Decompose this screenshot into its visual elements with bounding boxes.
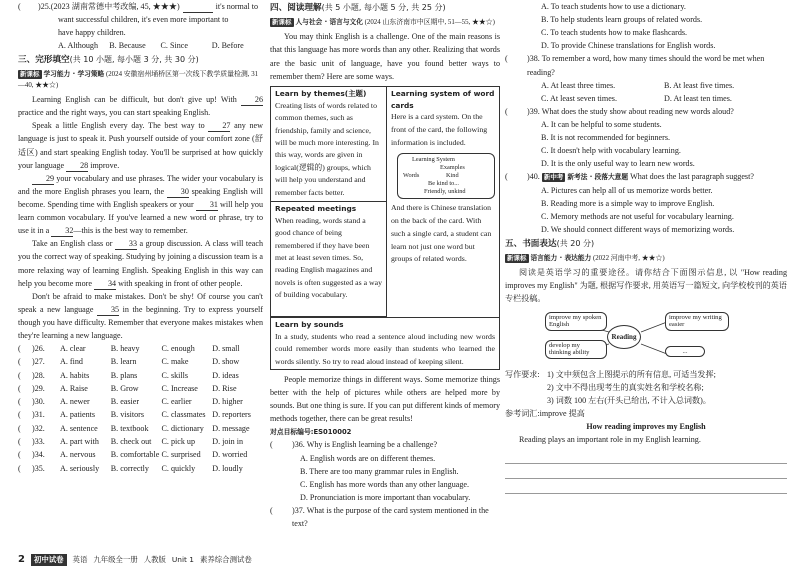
option[interactable]: B. correctly: [110, 463, 149, 473]
reading-source: 新课标 人与社会 · 语言与文化 (2024 山东济南市中区期中, 51—55, ★★☆): [272, 17, 495, 26]
option[interactable]: C. earlier: [161, 397, 192, 407]
option[interactable]: D. small: [212, 344, 240, 354]
box-word-cards: Learning system of word cards Here is a card system. On the front of the card, the following information is included. Learning System Examples Words Kind Be kind to... Friendly, unkind And there is Chinese translation on the back of the card. With such a single card, a student can learn not just one word but groups of related words.: [391, 88, 495, 264]
essay-title: How reading improves my English: [586, 422, 706, 432]
box-learn-by-sounds: Learn by sounds In a study, students who read a sentence aloud including new words could remember words more easily than students who learned the words silently. So try to read aloud instead of keeping silent.: [270, 318, 500, 370]
option[interactable]: B. learn: [110, 357, 137, 367]
question-25: ( )25.(2023 湖南常德中考改编, 45, ★★★) it's normal to want successful children, it's even more important to have happy children. A. Although B. Because C. Since D. Before: [18, 0, 263, 52]
option[interactable]: C. skills: [161, 370, 189, 380]
answer-bracket[interactable]: (: [18, 410, 21, 420]
option[interactable]: A. newer: [60, 397, 90, 407]
option[interactable]: B. comfortable: [110, 450, 160, 460]
option[interactable]: B. check out: [110, 437, 152, 447]
answer-blank[interactable]: [183, 0, 213, 13]
mind-node-spoken: improve my spoken English: [545, 312, 607, 332]
cloze-question-row: ( )28. A. habits B. plans C. skills D. ideas: [18, 369, 263, 382]
reading-outro: People memorize things in different ways. Some memorize things better with the help of pictures while others are helped more by sounds. But one thing is sure. If you can put different kinds of memory methods together, there can be great results!: [270, 374, 500, 424]
blank-35[interactable]: 35: [97, 306, 119, 316]
page-footer: 2 初中试卷 英语 九年级全一册 人教版 Unit 1 素养综合测试卷: [18, 553, 252, 565]
option[interactable]: A. clear: [60, 344, 86, 354]
reading-intro: You may think English is a challenge. One of the main reasons is that this language has more words than any other. Realizing that words are the basic unit of language, have you found better ways to remember them? Here are some ways.: [270, 32, 500, 81]
blank-31[interactable]: 31: [196, 201, 218, 211]
cloze-paragraph-1: Learning English can be difficult, but don't give up! With 26 practice and the right ways, you can start speaking English.: [18, 95, 263, 118]
cloze-paragraph-4: Take an English class or 33 a group discussion. A class will teach you the correct way of speaking. Studying by joining a discussion team is a more relaxing way of learning English. Speaking English in this way can help you become more 34 with speaking in front of other people.: [18, 239, 263, 288]
option[interactable]: B. textbook: [110, 423, 149, 433]
mind-node-writing: improve my writing easier: [665, 312, 729, 332]
target-code: 对点目标编号:ES010002: [270, 428, 352, 437]
writing-area[interactable]: [505, 449, 787, 494]
essay-start: Reading plays an important role in my English learning.: [519, 435, 701, 445]
q25-options: A. Although B. Because C. Since D. Before: [58, 41, 244, 51]
box-repeated: Repeated meetings When reading, words stand a good chance of being remembered if they have been met at least seven times. So, reading English magazines and novels is often suggested as a way of building vocabulary.: [271, 202, 386, 317]
column-left: [18, 0, 263, 475]
answer-bracket[interactable]: (: [18, 423, 21, 433]
option[interactable]: B. heavy: [110, 344, 140, 354]
mind-map: [505, 310, 787, 366]
mind-node-center: Reading: [607, 325, 641, 349]
word-card-diagram: Learning System Examples Words Kind Be kind to... Friendly, unkind: [397, 153, 495, 199]
column-middle: [270, 0, 500, 530]
blank-30[interactable]: 30: [167, 188, 189, 198]
option[interactable]: A. patients: [60, 410, 96, 420]
writing-prompt: 阅读是英语学习的重要途径。请你结合下面图示信息, 以 "How reading improves my English" 为题, 根据写作要求, 用英语写一篇短文, 向学校校刊的英语专栏投稿。: [505, 268, 787, 304]
answer-bracket[interactable]: (: [18, 463, 21, 473]
cloze-heading: 三、完形填空(共 10 小题, 每小题 3 分, 共 30 分): [18, 55, 199, 66]
cloze-question-row: ( )27. A. find B. learn C. make D. show: [18, 355, 263, 368]
cloze-paragraph-3: 29 your vocabulary and use phrases. The wider your vocabulary is and the more English phrases you learn, the 30 speaking English will become. Spending time with English speakers or your 31 will help you learn common vocabulary. If you've learned a new word or phrase, try to use it in a 32—this is the best way to remember.: [18, 173, 263, 236]
question-36: ( )36. Why is English learning be a challenge? A. English words are on different themes. B. There are too many grammar rules in English. C. English has more words than any other language. D. Pronunciation is more important than vocabulary.: [270, 440, 471, 502]
cloze-question-row: ( )29. A. Raise B. Grow C. Increase D. Rise: [18, 382, 263, 395]
blank-34[interactable]: 34: [94, 280, 116, 290]
writing-heading: 五、书面表达(共 20 分): [505, 238, 595, 249]
option[interactable]: D. message: [212, 423, 250, 433]
option[interactable]: B. Grow: [110, 383, 139, 393]
option[interactable]: A. seriously: [60, 463, 100, 473]
answer-bracket[interactable]: (: [18, 344, 21, 354]
option[interactable]: C. surprised: [161, 450, 201, 460]
cloze-question-row: ( )33. A. part with B. check out C. pick up D. join in: [18, 435, 263, 448]
answer-bracket[interactable]: (: [18, 383, 21, 393]
question-40: ( )40. 新中考 新考法 · 段落大意题 What does the last paragraph suggest? A. Pictures can help all of us memorize words better. B. Reading more is a simple way to improve English. C. Memory methods are not useful for vocabulary learning. D. We should connect different ways of memorizing words.: [505, 172, 754, 234]
option[interactable]: B. easier: [110, 397, 140, 407]
option[interactable]: C. pick up: [161, 437, 195, 447]
option[interactable]: A. part with: [60, 437, 99, 447]
cloze-question-row: ( )32. A. sentence B. textbook C. dictionary D. message: [18, 422, 263, 435]
answer-bracket[interactable]: (: [18, 357, 21, 367]
option[interactable]: D. join in: [212, 437, 244, 447]
option[interactable]: A. find: [60, 357, 83, 367]
cloze-question-row: ( )31. A. patients B. visitors C. classmates D. reporters: [18, 408, 263, 421]
blank-28[interactable]: 28: [66, 162, 88, 172]
answer-bracket[interactable]: (: [18, 450, 21, 460]
option[interactable]: C. dictionary: [161, 423, 204, 433]
reading-heading: 四、阅读理解(共 5 小题, 每小题 5 分, 共 25 分): [270, 3, 446, 13]
option[interactable]: D. higher: [212, 397, 243, 407]
option[interactable]: C. Increase: [161, 383, 198, 393]
option[interactable]: C. make: [161, 357, 189, 367]
cloze-paragraph-5: Don't be afraid to make mistakes. Don't be shy! Of course you can't speak a new language 35 in the beginning. Try to express yourself though you have difficulty. Remember that everyone makes mistakes when they're learning a new language.: [18, 291, 263, 341]
answer-bracket[interactable]: (: [18, 437, 21, 447]
option[interactable]: C. classmates: [161, 410, 206, 420]
option[interactable]: D. reporters: [212, 410, 251, 420]
blank-33[interactable]: 33: [115, 240, 137, 250]
column-right: [505, 0, 787, 494]
question-37: ( )37. What is the purpose of the card system mentioned in the text?: [270, 505, 489, 529]
cloze-questions: [18, 342, 263, 475]
option[interactable]: D. worried: [212, 450, 248, 460]
mind-node-more: ...: [665, 346, 705, 358]
blank-26[interactable]: 26: [241, 96, 263, 106]
option[interactable]: A. sentence: [60, 423, 98, 433]
writing-requirements: 写作要求: 1) 文中须包含上图提示的所有信息, 可适当发挥; 2) 文中不得出现考生的真实姓名和学校名称; 3) 词数 100 左右(开头已给出, 不计入总词数)。 参考词汇: improve 提高: [505, 369, 716, 418]
writing-source: 新课标 语言能力 · 表达能力 (2022 河南中考, ★★☆): [507, 253, 665, 262]
option[interactable]: B. plans: [110, 370, 138, 380]
mind-node-thinking: develop my thinking ability: [545, 340, 607, 360]
cloze-question-row: ( )26. A. clear B. heavy C. enough D. small: [18, 342, 263, 355]
option[interactable]: C. enough: [161, 344, 195, 354]
blank-32[interactable]: 32: [51, 227, 73, 237]
blank-27[interactable]: 27: [208, 122, 230, 132]
methods-table: [270, 86, 500, 318]
option[interactable]: C. quickly: [161, 463, 196, 473]
option[interactable]: D. Rise: [212, 383, 237, 393]
cloze-question-row: ( )30. A. newer B. easier C. earlier D. higher: [18, 395, 263, 408]
option[interactable]: A. nervous: [60, 450, 96, 460]
question-37-options: A. To teach students how to use a dictionary. B. To help students learn groups of related words. C. To teach students how to make flashcards. D. To provide Chinese translations for English words.: [541, 2, 716, 51]
option[interactable]: A. habits: [60, 370, 90, 380]
option[interactable]: D. loudly: [212, 463, 243, 473]
question-38: ( )38. To remember a word, how many times should the word be met when reading? A. At least three times. B. At least five times. C. At least seven times. D. At least ten times.: [505, 54, 765, 103]
cloze-paragraph-2: Speak a little English every day. The best way to 27 any new language is just to speak it. Push yourself outside of your comfort zone (舒适区) and start speaking English today. You'll be surprised at how quickly your language 28 improve.: [18, 121, 263, 170]
answer-bracket[interactable]: (: [18, 370, 21, 380]
option[interactable]: A. Raise: [60, 383, 88, 393]
box-themes: Learn by themes(主题) Creating lists of words related to common themes, such as friendship, family and science, will be much more interesting. In this way, words are given in logical(逻辑的) groups, which will help you understand and remember facts better.: [271, 87, 386, 202]
option[interactable]: B. visitors: [110, 410, 145, 420]
cloze-question-row: ( )35. A. seriously B. correctly C. quickly D. loudly: [18, 462, 263, 475]
question-39: ( )39. What does the study show about reading new words aloud? A. It can be helpful to some students. B. It is not recommended for beginners. C. It doesn't help with vocabulary learning. D. It is the only useful way to learn new words.: [505, 106, 734, 169]
cloze-question-row: ( )34. A. nervous B. comfortable C. surprised D. worried: [18, 448, 263, 461]
option[interactable]: D. ideas: [212, 370, 239, 380]
blank-29[interactable]: 29: [32, 175, 54, 185]
answer-bracket[interactable]: (: [18, 397, 21, 407]
option[interactable]: D. show: [212, 357, 240, 367]
cloze-source: 新课标 学习能力 · 学习策略 (2024 安徽宿州埇桥区第一次线下教学质量检测, 31—40, ★★☆): [18, 70, 259, 89]
